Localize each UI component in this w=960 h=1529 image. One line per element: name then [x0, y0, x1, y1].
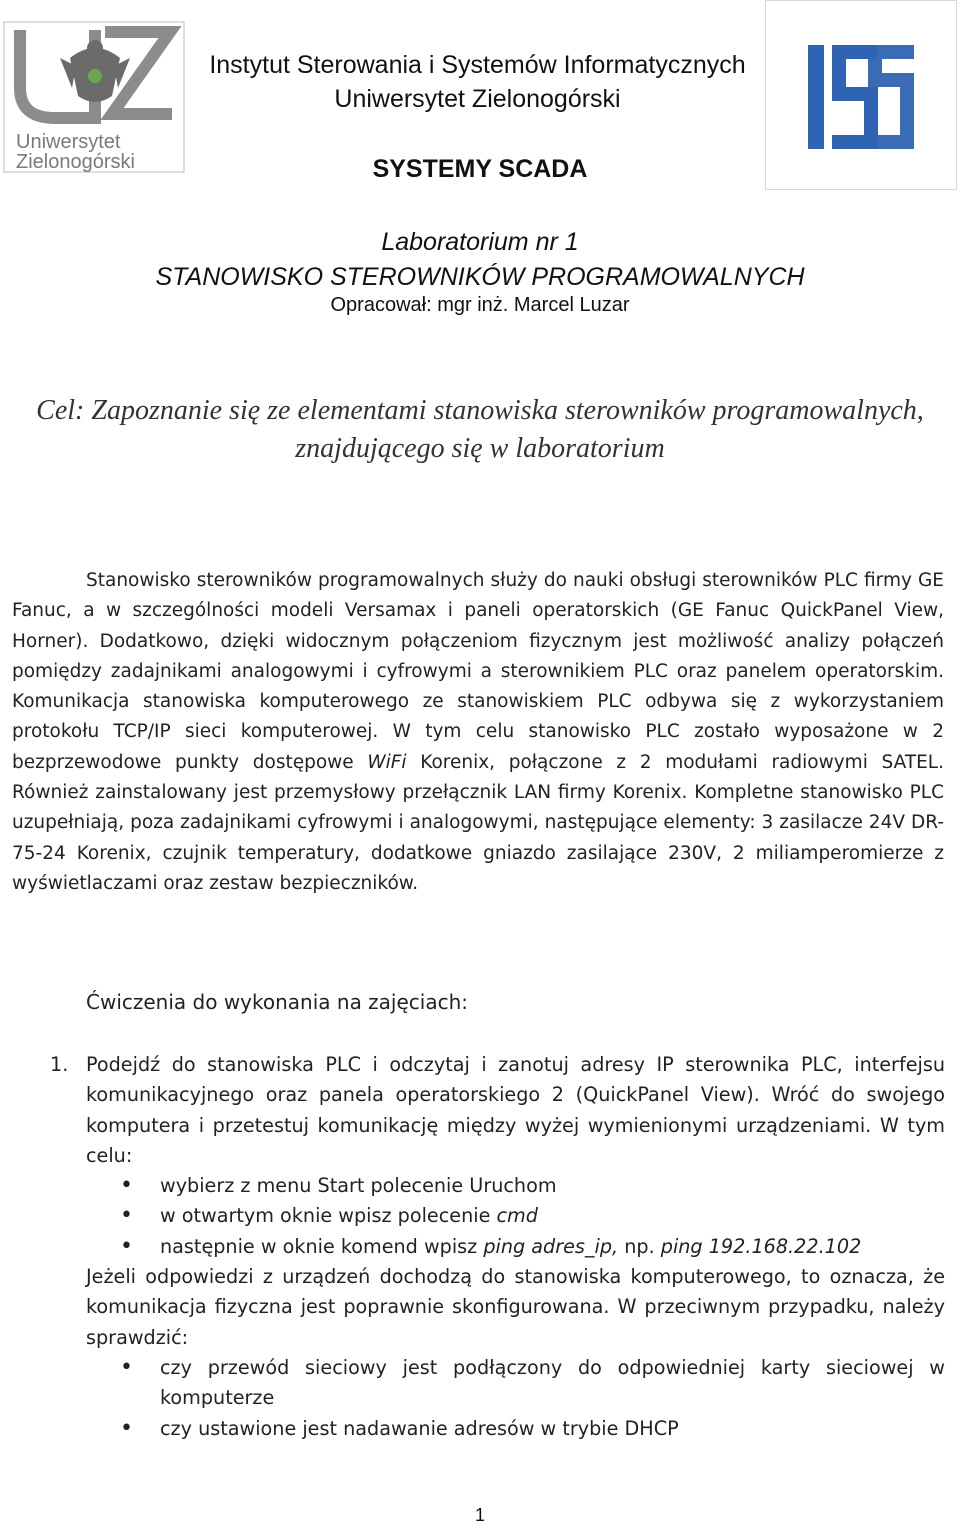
step-3: następnie w oknie komend wpisz — [160, 1234, 484, 1258]
page-number: 1 — [474, 1505, 485, 1525]
list-item — [50, 1414, 945, 1444]
intro-part-2: Korenix, połączone z 2 modułami radiowymi SATEL. Również zainstalowany jest przemysłowy przełącznik LAN firmy Korenix. Kompletne stanowisko PLC uzupełniają, poza zadajnikami cyfrowymi i analogowymi, następujące elementy: 3 zasilacze 24V DR-75-24 Korenix, czujnik temperatury, dodatkowe gniazdo zasilające 230V, 2 miliamperomierze z wyświetlaczami oraz zestaw bezpieczników. — [12, 751, 944, 894]
bullet-icon: • — [120, 1354, 133, 1380]
lab-title: STANOWISKO STEROWNIKÓW PROGRAMOWALNYCH — [155, 263, 805, 291]
bullet-icon: • — [120, 1173, 133, 1199]
bullet-icon: • — [120, 1233, 133, 1259]
intro-part-1: Stanowisko sterowników programowalnych służy do nauki obsługi sterowników PLC firmy GE Fanuc, a w szczególności modeli Versamax i paneli operatorskich (GE Fanuc QuickPanel View, Horner). Dodatkowo, dzięki widocznym połączeniom fizycznym jest możliwość analizy połączeń pomiędzy zadajnikami analogowymi i cyfrowymi a sterownikiem PLC oraz panelem operatorskim. Komunikacja stanowiska komputerowego ze stanowiskiem PLC odbywa się z wykorzystaniem protokołu TCP/IP sieci komputerowej. W tym celu stanowisko PLC zostało wyposażone w 2 bezprzewodowe punkty dostępowe — [12, 570, 944, 773]
goal-line-2: znajdującego się w laboratorium — [295, 433, 665, 464]
exercise-1-followup: Jeżeli odpowiedzi z urządzeń dochodzą do stanowiska komputerowego, to oznacza, że komunikacja fizyczna jest poprawnie skonfigurowana. W przeciwnym przypadku, należy sprawdzić: — [86, 1265, 945, 1349]
list-item — [50, 1201, 945, 1231]
institute-name: Instytut Sterowania i Systemów Informatycznych — [209, 51, 746, 79]
goal-line-1: Cel: Zapoznanie się ze elementami stanowiska sterowników programowalnych, — [36, 395, 924, 426]
course-title: SYSTEMY SCADA — [372, 155, 588, 183]
lab-number: Laboratorium nr 1 — [381, 228, 579, 256]
intro-wifi: WiFi — [367, 751, 407, 773]
intro-paragraph — [12, 566, 944, 899]
steps-list — [50, 1171, 945, 1262]
lab-header — [0, 225, 960, 295]
university-name: Uniwersytet Zielonogórski — [334, 85, 621, 113]
list-item — [50, 1353, 945, 1414]
step-1: wybierz z menu Start polecenie Uruchom — [160, 1174, 557, 1198]
bullet-icon: • — [120, 1415, 133, 1441]
exercise-1-number: 1. — [50, 1053, 69, 1076]
goal-statement — [0, 392, 960, 468]
step-2: w otwartym oknie wpisz polecenie — [160, 1204, 497, 1228]
list-item — [50, 1171, 945, 1201]
university-logo — [0, 18, 188, 176]
logo-text-line2: Zielonogórski — [16, 151, 135, 173]
exercise-1 — [50, 1050, 945, 1444]
step-2-command: cmd — [496, 1204, 538, 1228]
check-2: czy ustawione jest nadawanie adresów w trybie DHCP — [160, 1416, 679, 1440]
logo-text-line1: Uniwersytet — [16, 131, 121, 153]
check-1: czy przewód sieciowy jest podłączony do odpowiedniej karty sieciowej w komputerze — [160, 1355, 945, 1410]
exercise-1-text: Podejdź do stanowiska PLC i odczytaj i zanotuj adresy IP sterownika PLC, interfejsu komunikacyjnego oraz panela operatorskiego 2 (QuickPanel View). Wróć do swojego komputera i przetestuj komunikację między wyżej wymienionymi urządzeniami. W tym celu: — [86, 1053, 945, 1167]
author: Opracował: mgr inż. Marcel Luzar — [330, 294, 630, 316]
checks-list — [50, 1353, 945, 1444]
step-3-mid: np. — [618, 1234, 661, 1258]
step-3-command: ping adres_ip, — [483, 1234, 619, 1258]
institute-header — [190, 48, 765, 116]
bullet-icon: • — [120, 1203, 133, 1229]
step-3-example: ping 192.168.22.102 — [660, 1234, 862, 1258]
exercises-heading: Ćwiczenia do wykonania na zajęciach: — [86, 990, 469, 1014]
list-item — [50, 1232, 945, 1262]
